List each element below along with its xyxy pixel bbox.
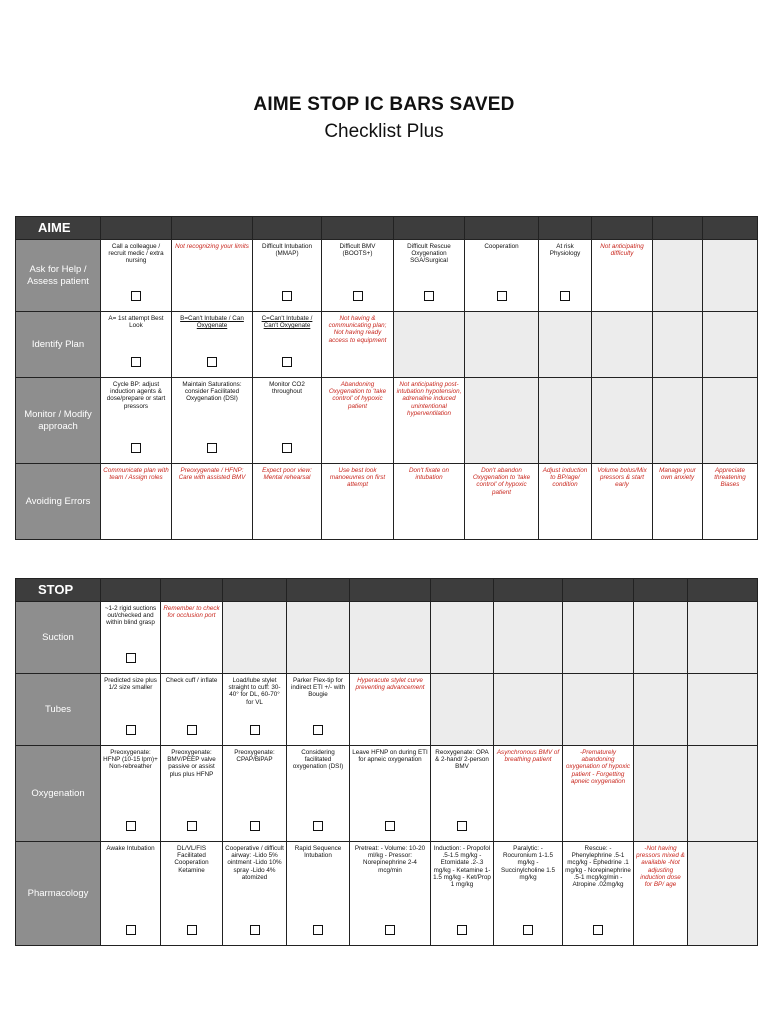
checklist-cell bbox=[634, 842, 688, 946]
checklist-cell bbox=[465, 378, 539, 464]
aime-header-cell bbox=[172, 217, 253, 240]
checkbox[interactable] bbox=[126, 821, 136, 831]
checkbox[interactable] bbox=[131, 357, 141, 367]
checklist-cell bbox=[253, 312, 322, 378]
checkbox[interactable] bbox=[457, 925, 467, 935]
checkbox[interactable] bbox=[497, 291, 507, 301]
checkbox[interactable] bbox=[560, 291, 570, 301]
item-text: DL/VL/FIS Facilitated Cooperation Ketamine bbox=[174, 845, 209, 874]
item-text: Monitor CO2 throughout bbox=[269, 381, 305, 396]
checkbox[interactable] bbox=[353, 291, 363, 301]
checkbox[interactable] bbox=[523, 925, 533, 935]
stop-table bbox=[15, 578, 758, 946]
item-text: Maintain Saturations: consider Facilitated Oxygenation (DSI) bbox=[182, 381, 242, 403]
item-text: A= 1st attempt Best Look bbox=[108, 315, 164, 330]
item-text: Rapid Sequence Intubation bbox=[294, 845, 342, 860]
checklist-cell bbox=[172, 464, 253, 540]
pitfall-text: Communicate plan with team / Assign roles bbox=[103, 467, 169, 482]
item-text: Cycle BP: adjust induction agents & dose/prepare or start pressors bbox=[106, 381, 166, 410]
checklist-cell bbox=[431, 842, 494, 946]
checklist-cell bbox=[592, 312, 653, 378]
row-label: Avoiding Errors bbox=[16, 464, 101, 540]
checkbox[interactable] bbox=[385, 925, 395, 935]
item-text: Preoxygenate: CPAP/BiPAP bbox=[234, 749, 275, 764]
checkbox[interactable] bbox=[187, 925, 197, 935]
checklist-cell bbox=[494, 674, 563, 746]
checkbox[interactable] bbox=[250, 821, 260, 831]
item-text: Rescue: - Phenylephrine .5-1 mcg/kg - Ephedrine .1 mg/kg - Norepinephrine .5-1 mcg/kg/min - Atropine .02mg/kg bbox=[565, 845, 631, 889]
item-text: Difficult Intubation (MMAP) bbox=[262, 243, 312, 258]
checklist-cell bbox=[287, 842, 350, 946]
checklist-cell bbox=[688, 602, 758, 674]
checkbox[interactable] bbox=[282, 443, 292, 453]
checklist-cell bbox=[465, 464, 539, 540]
pitfall-text: Don't fixate on intubation bbox=[408, 467, 450, 482]
pitfall-text: Hyperacute stylet curve preventing advancement bbox=[355, 677, 425, 692]
pitfall-text: Adjust induction to BP/age/ condition bbox=[542, 467, 588, 489]
checkbox[interactable] bbox=[187, 725, 197, 735]
checklist-cell bbox=[539, 464, 592, 540]
checkbox[interactable] bbox=[385, 821, 395, 831]
item-text: Predicted size plus 1/2 size smaller bbox=[104, 677, 157, 692]
row-label: Ask for Help / Assess patient bbox=[16, 240, 101, 312]
stop-header-cell bbox=[494, 579, 563, 602]
pitfall-text: -Prematurely abandoning oxygenation of hypoxic patient - Forgetting apneic oxygenation bbox=[565, 749, 631, 785]
checkbox[interactable] bbox=[282, 291, 292, 301]
aime-header-cell bbox=[394, 217, 465, 240]
checklist-cell bbox=[161, 602, 223, 674]
stop-header-cell bbox=[634, 579, 688, 602]
checkbox[interactable] bbox=[187, 821, 197, 831]
checklist-cell bbox=[394, 240, 465, 312]
aime-header-cell bbox=[322, 217, 394, 240]
pitfall-text: Not recognizing your limits bbox=[175, 243, 249, 250]
checkbox[interactable] bbox=[207, 443, 217, 453]
table-row bbox=[16, 674, 758, 746]
checklist-cell bbox=[634, 674, 688, 746]
checkbox[interactable] bbox=[593, 925, 603, 935]
stop-header-cell bbox=[350, 579, 431, 602]
stop-heading: STOP bbox=[16, 579, 101, 602]
checklist-cell bbox=[494, 746, 563, 842]
checkbox[interactable] bbox=[424, 291, 434, 301]
checklist-cell bbox=[287, 602, 350, 674]
checklist-cell bbox=[703, 240, 758, 312]
checklist-cell bbox=[431, 602, 494, 674]
checklist-cell bbox=[688, 842, 758, 946]
checklist-cell bbox=[563, 602, 634, 674]
aime-header-cell bbox=[703, 217, 758, 240]
checklist-cell bbox=[172, 240, 253, 312]
checklist-cell bbox=[431, 674, 494, 746]
checklist-cell bbox=[653, 240, 703, 312]
checklist-cell bbox=[688, 674, 758, 746]
checklist-cell bbox=[253, 378, 322, 464]
checklist-cell bbox=[539, 378, 592, 464]
checkbox[interactable] bbox=[131, 291, 141, 301]
checklist-cell bbox=[161, 746, 223, 842]
checklist-cell bbox=[494, 842, 563, 946]
checklist-cell bbox=[394, 464, 465, 540]
checklist-cell bbox=[592, 378, 653, 464]
pitfall-text: Preoxygenate / HFNP: Care with assisted BMV bbox=[178, 467, 246, 482]
checklist-cell bbox=[287, 674, 350, 746]
item-text: At risk Physiology bbox=[549, 243, 581, 258]
checklist-cell bbox=[539, 312, 592, 378]
item-text: Induction: - Propofol .5-1.5 mg/kg - Etomidate .2-.3 mg/kg - Ketamine 1-1.5 mg/kg - Ket/Prop 1 mg/kg bbox=[433, 845, 491, 889]
aime-header-row bbox=[16, 217, 758, 240]
checklist-cell bbox=[322, 312, 394, 378]
stop-header-cell bbox=[161, 579, 223, 602]
aime-header-cell bbox=[539, 217, 592, 240]
checklist-cell bbox=[101, 464, 172, 540]
table-row bbox=[16, 602, 758, 674]
stop-header-cell bbox=[287, 579, 350, 602]
checklist-cell bbox=[223, 842, 287, 946]
checklist-cell bbox=[322, 240, 394, 312]
checklist-cell bbox=[394, 378, 465, 464]
page-subtitle: Checklist Plus bbox=[324, 121, 444, 142]
stop-header-cell bbox=[563, 579, 634, 602]
item-text: Parker Flex-tip for indirect ETI +/- with Bougie bbox=[290, 677, 346, 699]
item-text: Call a colleague / recruit medic / extra nursing bbox=[108, 243, 164, 265]
stop-header-cell bbox=[101, 579, 161, 602]
checklist-cell bbox=[653, 464, 703, 540]
pitfall-text: Remember to check for occlusion port bbox=[163, 605, 220, 620]
checklist-cell bbox=[101, 674, 161, 746]
checklist-cell bbox=[253, 240, 322, 312]
aime-header-cell bbox=[101, 217, 172, 240]
checklist-cell bbox=[322, 378, 394, 464]
checklist-cell bbox=[703, 378, 758, 464]
aime-header-cell bbox=[253, 217, 322, 240]
aime-table bbox=[15, 216, 758, 540]
pitfall-text: Not having & communicating plan; Not having ready access to equipment bbox=[328, 315, 387, 344]
checklist-cell bbox=[563, 746, 634, 842]
checklist-cell bbox=[634, 746, 688, 842]
stop-header-row bbox=[16, 579, 758, 602]
pitfall-text: Volume bolus/Mix pressors & start early bbox=[597, 467, 647, 489]
checklist-cell bbox=[688, 746, 758, 842]
item-text: Cooperative / difficult airway: -Lido 5% ointment -Lido 10% spray -Lido 4% atomized bbox=[225, 845, 284, 881]
table-row bbox=[16, 378, 758, 464]
checklist-cell bbox=[287, 746, 350, 842]
checkbox[interactable] bbox=[131, 443, 141, 453]
checkbox[interactable] bbox=[207, 357, 217, 367]
pitfall-text: Asynchronous BMV of breathing patient bbox=[496, 749, 560, 764]
checklist-cell bbox=[161, 674, 223, 746]
item-text: ~1-2 rigid suctions out/checked and within blind grasp bbox=[104, 605, 157, 627]
pitfall-text: Appreciate threatening Biases bbox=[714, 467, 746, 489]
checklist-cell bbox=[101, 746, 161, 842]
checklist-cell bbox=[322, 464, 394, 540]
checklist-cell bbox=[653, 312, 703, 378]
checkbox[interactable] bbox=[457, 821, 467, 831]
checklist-cell bbox=[494, 602, 563, 674]
pitfall-text: Don't abandon Oxygenation to 'take control' of hypoxic patient bbox=[472, 467, 531, 496]
checklist-cell bbox=[101, 312, 172, 378]
pitfall-text: Not anticipating difficulty bbox=[600, 243, 644, 258]
stop-header-cell bbox=[688, 579, 758, 602]
checklist-cell bbox=[350, 674, 431, 746]
checklist-cell bbox=[101, 378, 172, 464]
item-text: Difficult BMV (BOOTS+) bbox=[339, 243, 376, 258]
pitfall-text: -Not having pressors mixed & available -Not adjusting induction dose for BP/ age bbox=[636, 845, 685, 889]
checklist-cell bbox=[101, 842, 161, 946]
item-text: Awake Intubation bbox=[106, 845, 155, 852]
pitfall-text: Abandoning Oxygenation to 'take control' of hypoxic patient bbox=[328, 381, 387, 410]
checklist-cell bbox=[350, 602, 431, 674]
checklist-cell bbox=[172, 378, 253, 464]
checklist-cell bbox=[101, 240, 172, 312]
item-text: Preoxygenate: BMV/PEEP valve passive or assist plus plus HFNP bbox=[167, 749, 216, 778]
checklist-cell bbox=[394, 312, 465, 378]
aime-header-cell bbox=[465, 217, 539, 240]
item-text: B=Can't Intubate / Can Oxygenate bbox=[180, 315, 244, 330]
checkbox[interactable] bbox=[313, 821, 323, 831]
pitfall-text: Manage your own anxiety bbox=[659, 467, 696, 482]
table-row bbox=[16, 312, 758, 378]
aime-heading: AIME bbox=[16, 217, 101, 240]
checklist-cell bbox=[592, 240, 653, 312]
pitfall-text: Not anticipating post-intubation hypotension, adrenaline induced unintentional hyperventilation bbox=[396, 381, 462, 417]
checkbox[interactable] bbox=[313, 725, 323, 735]
item-text: Preoxygenate: HFNP (10-15 lpm)+ Non-rebreather bbox=[103, 749, 158, 771]
checklist-cell bbox=[223, 746, 287, 842]
checklist-cell bbox=[592, 464, 653, 540]
row-label: Oxygenation bbox=[16, 746, 101, 842]
checkbox[interactable] bbox=[313, 925, 323, 935]
aime-header-cell bbox=[653, 217, 703, 240]
checkbox[interactable] bbox=[126, 653, 136, 663]
checkbox[interactable] bbox=[126, 925, 136, 935]
pitfall-text: Use best look manoeuvres on first attempt bbox=[329, 467, 386, 489]
checklist-cell bbox=[653, 378, 703, 464]
stop-header-cell bbox=[431, 579, 494, 602]
item-text: Difficult Rescue Oxygenation SGA/Surgical bbox=[407, 243, 451, 265]
stop-header-cell bbox=[223, 579, 287, 602]
row-label: Pharmacology bbox=[16, 842, 101, 946]
checklist-cell bbox=[253, 464, 322, 540]
item-text: Considering facilitated oxygenation (DSI) bbox=[292, 749, 344, 771]
checklist-cell bbox=[350, 842, 431, 946]
row-label: Tubes bbox=[16, 674, 101, 746]
pitfall-text: Expect poor view: Mental rehearsal bbox=[262, 467, 312, 482]
checklist-cell bbox=[161, 842, 223, 946]
table-row bbox=[16, 464, 758, 540]
aime-header-cell bbox=[592, 217, 653, 240]
item-text: C=Can't Intubate / Can't Oxygenate bbox=[261, 315, 313, 330]
checklist-cell bbox=[703, 312, 758, 378]
checklist-cell bbox=[465, 240, 539, 312]
page-title: AIME STOP IC BARS SAVED bbox=[253, 94, 515, 115]
checklist-cell bbox=[563, 674, 634, 746]
item-text: Leave HFNP on during ETI for apneic oxygenation bbox=[352, 749, 428, 764]
table-row bbox=[16, 746, 758, 842]
checklist-cell bbox=[172, 312, 253, 378]
checklist-cell bbox=[223, 674, 287, 746]
checkbox[interactable] bbox=[282, 357, 292, 367]
checklist-cell bbox=[539, 240, 592, 312]
checklist-cell bbox=[223, 602, 287, 674]
item-text: Paralytic: - Rocuronium 1-1.5 mg/kg - Succinylcholine 1.5 mg/kg bbox=[501, 845, 555, 881]
checklist-cell bbox=[703, 464, 758, 540]
checklist-cell bbox=[465, 312, 539, 378]
checklist-cell bbox=[634, 602, 688, 674]
checkbox[interactable] bbox=[250, 925, 260, 935]
item-text: Cooperation bbox=[484, 243, 519, 250]
checklist-cell bbox=[431, 746, 494, 842]
row-label: Monitor / Modify approach bbox=[16, 378, 101, 464]
checkbox[interactable] bbox=[126, 725, 136, 735]
item-text: Load/lube stylet straight to cuff: 30-40° for DL, 60-70° for VL bbox=[228, 677, 281, 706]
checklist-cell bbox=[563, 842, 634, 946]
table-row bbox=[16, 240, 758, 312]
item-text: Reoxygenate: OPA & 2-hand/ 2-person BMV bbox=[435, 749, 489, 771]
item-text: Check cuff / inflate bbox=[165, 677, 218, 684]
table-row bbox=[16, 842, 758, 946]
checkbox[interactable] bbox=[250, 725, 260, 735]
checklist-cell bbox=[350, 746, 431, 842]
row-label: Suction bbox=[16, 602, 101, 674]
row-label: Identify Plan bbox=[16, 312, 101, 378]
item-text: Pretreat: - Volume: 10-20 ml/kg - Pressor: Norepinephrine 2-4 mcg/min bbox=[354, 845, 426, 874]
checklist-cell bbox=[101, 602, 161, 674]
